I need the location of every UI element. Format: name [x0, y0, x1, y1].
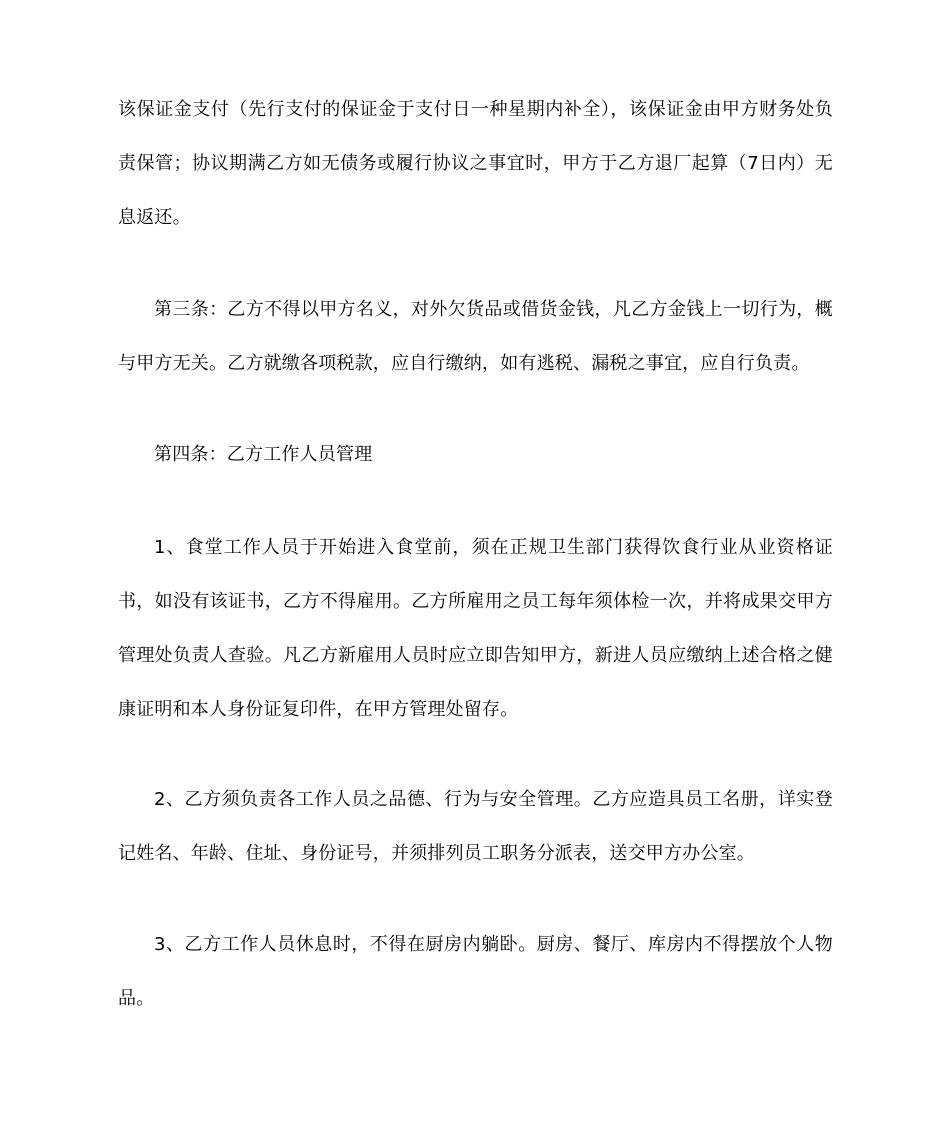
paragraph-article-4-item-2: 2、乙方须负责各工作人员之品德、行为与安全管理。乙方应造具员工名册，详实登记姓名、年龄、住址、身份证号，并须排列员工职务分派表，送交甲方办公室。 [118, 789, 833, 864]
paragraph-article-4-item-3: 3、乙方工作人员休息时，不得在厨房内躺卧。厨房、餐厅、库房内不得摆放个人物品。 [118, 934, 833, 1009]
paragraph-article-3: 第三条：乙方不得以甲方名义，对外欠货品或借货金钱，凡乙方金钱上一切行为，概与甲方无关。乙方就缴各项税款，应自行缴纳，如有逃税、漏税之事宜，应自行负责。 [118, 299, 833, 374]
paragraph-deposit-continuation: 该保证金支付（先行支付的保证金于支付日一种星期内补全），该保证金由甲方财务处负责保管；协议期满乙方如无债务或履行协议之事宜时，甲方于乙方退厂起算（7日内）无息返还。 [118, 99, 833, 228]
paragraph-article-4-heading: 第四条：乙方工作人员管理 [154, 444, 373, 465]
paragraph-article-4-item-1: 1、食堂工作人员于开始进入食堂前，须在正规卫生部门获得饮食行业从业资格证书，如没有该证书，乙方不得雇用。乙方所雇用之员工每年须体检一次，并将成果交甲方管理处负责人查验。凡乙方新雇用人员时应立即告知甲方，新进人员应缴纳上述合格之健康证明和本人身份证复印件，在甲方管理处留存。 [118, 537, 833, 720]
